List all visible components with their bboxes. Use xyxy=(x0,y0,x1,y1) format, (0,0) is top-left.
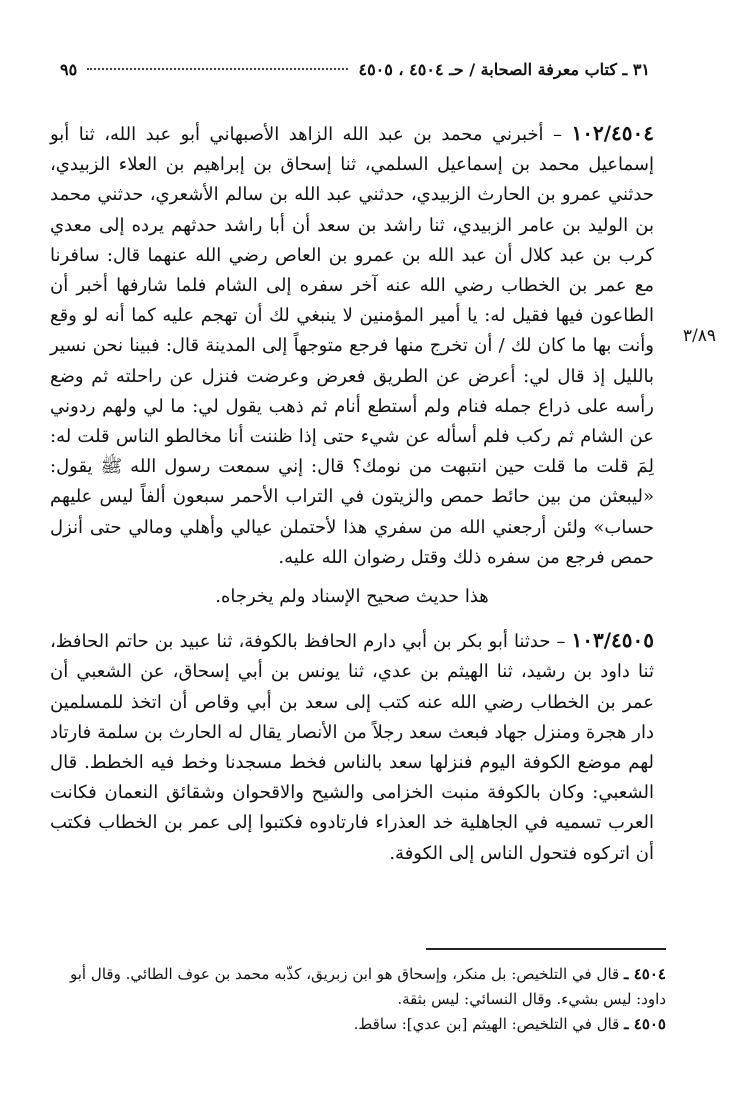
hadith-number: ١٠٢/٤٥٠٤ xyxy=(571,121,654,145)
footnote-text: قال في التلخيص: بل منكر، وإسحاق هو ابن زبريق، كذّبه محمد بن عوف الطائي. وقال أبو داود: ليس بشيء. وقال النسائي: ليس بثقة. xyxy=(70,965,666,1008)
footnote-number: ٤٥٠٥ ـ xyxy=(624,1015,666,1033)
hadith-text: – أخبرني محمد بن عبد الله الزاهد الأصبهاني أبو عبد الله، ثنا أبو إسماعيل محمد بن إسماعيل السلمي، ثنا إسحاق بن إبراهيم بن العلاء الزبيدي، حدثني عمرو بن الحارث الزبيدي، حدثني عبد الله بن سالم الأشعري، حدثني محمد بن الوليد بن عامر الزبيدي، ثنا راشد بن سعد أن أبا راشد حدثهم يرده إلى معدي كرب بن عبد كلال أن عبد الله بن عمرو بن العاص رضي الله عنهما قال: سافرنا مع عمر بن الخطاب رضي الله عنه آخر سفره إلى الشام فلما شارفها أخبر أن الطاعون فيها فقيل له: يا أمير المؤمنين لا ينبغي لك أن تهجم عليه كما أنه لو وقع وأنت بها ما كان لك / أن تخرج منها فرجع متوجهاً إلى المدينة قال: فبينا نحن نسير بالليل إذ قال لي: أعرض عن الطريق فعرض وعرضت فنزل عن راحلته ثم وضع رأسه على ذراع جمله فنام ولم أستطع أنام ثم ذهب يقول لي: ما لي ولهم ردوني عن الشام ثم ركب فلم أسأله عن شيء حتى إذا ظننت أنا مخالطو الناس قلت له: لِمَ قلت ما قلت حين انتبهت من نومك؟ قال: إني سمعت رسول الله ﷺ يقول: «ليبعثن من بين حائط حمص والزيتون في التراب الأحمر سبعون ألفاً ليس عليهم حساب» ولئن أرجعني الله من سفري هذا لأحتملن عيالي وأهلي ومالي حتى أنزل حمص فرجع من سفره ذلك وقتل رضوان الله عليه. xyxy=(50,124,655,568)
footnote-separator xyxy=(426,948,666,950)
footnotes xyxy=(70,962,666,1037)
running-header xyxy=(60,60,650,90)
hadith-verdict: هذا حديث صحيح الإسناد ولم يخرجاه. xyxy=(215,586,489,608)
header-leader-dots xyxy=(87,68,348,70)
footnote-text: قال في التلخيص: الهيثم [بن عدي]: ساقط. xyxy=(353,1015,620,1033)
main-text xyxy=(50,118,654,869)
margin-reference: ٣/٨٩ xyxy=(682,326,716,346)
hadith-paragraph-1 xyxy=(50,118,654,573)
header-title: ٣١ ـ كتاب معرفة الصحابة / حـ ٤٥٠٤ ، ٤٥٠٥ xyxy=(358,60,650,79)
footnote xyxy=(70,1012,666,1037)
footnote-number: ٤٥٠٤ ـ xyxy=(624,965,666,983)
hadith-paragraph-2 xyxy=(50,625,654,869)
page-number: ٩٥ xyxy=(60,60,78,79)
footnote xyxy=(70,962,666,1012)
hadith-text: – حدثنا أبو بكر بن أبي دارم الحافظ بالكوفة، ثنا عبيد بن حاتم الحافظ، ثنا داود بن رشيد، ثنا الهيثم بن عدي، ثنا يونس بن أبي إسحاق، عن الشعبي أن عمر بن الخطاب رضي الله عنه كتب إلى سعد بن أبي وقاص أن اتخذ للمسلمين دار هجرة ومنزل جهاد فبعث سعد رجلاً من الأنصار يقال له الحارث بن سلمة فارتاد لهم موضع الكوفة اليوم فنزلها سعد بالناس فخط مسجدنا وخط فيه الخطط. قال الشعبي: وكان بالكوفة منبت الخزامى والشيح والاقحوان وشقائق النعمان فكانت العرب تسميه في الجاهلية خد العذراء فارتادوه فكتبوا إلى عمر بن الخطاب فكتب أن اتركوه فتحول الناس إلى الكوفة. xyxy=(50,631,654,864)
hadith-number: ١٠٣/٤٥٠٥ xyxy=(571,628,654,653)
